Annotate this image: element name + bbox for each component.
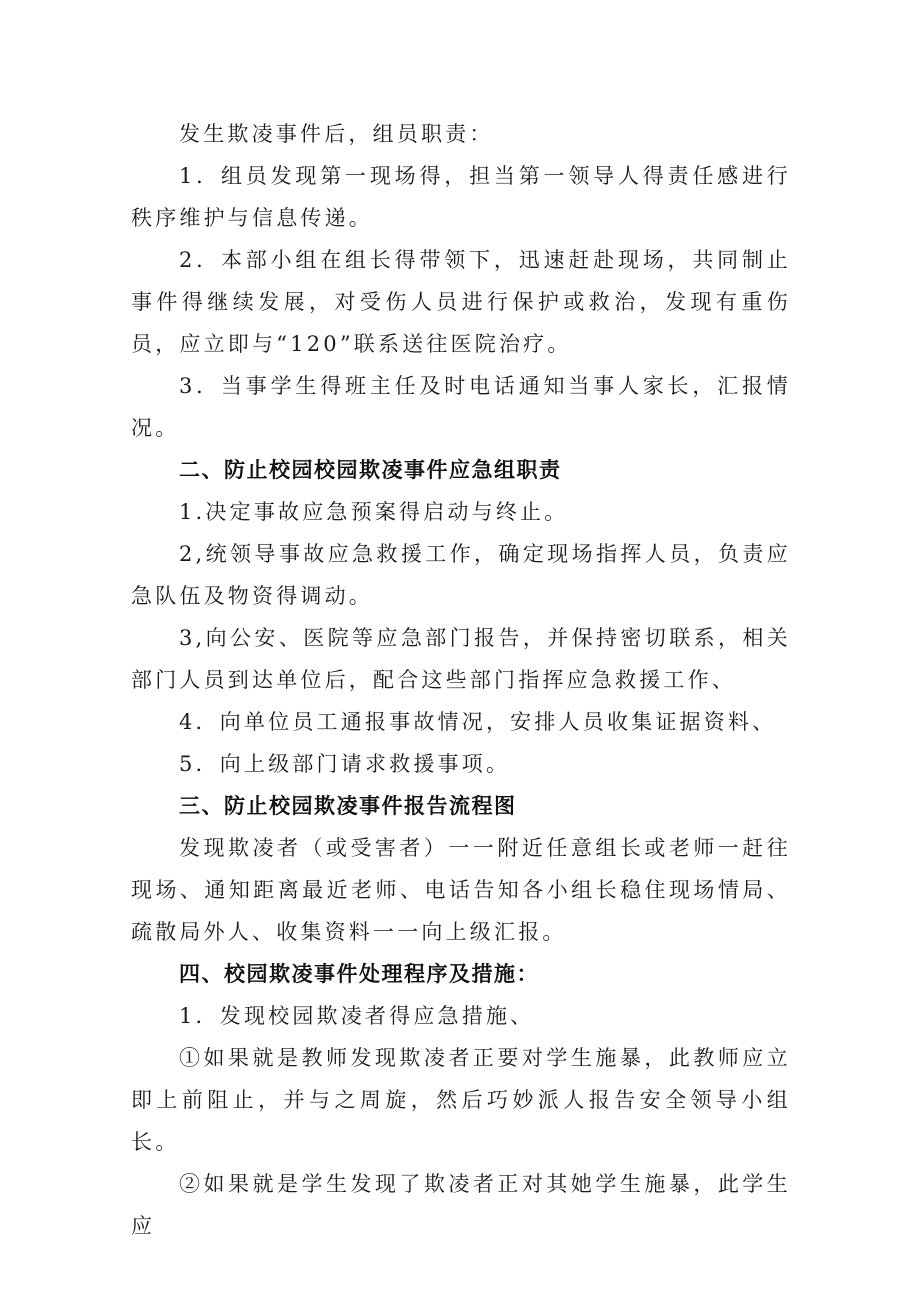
section-heading: 三、防止校园欺凌事件报告流程图 [179, 794, 517, 818]
paragraph-flow: 发现欺凌者（或受害者）一一附近任意组长或老师一赶往现场、通知距离最近老师、电话告知各小组长稳住现场情局、疏散局外人、收集资料一一向上级汇报。 [131, 836, 791, 944]
section-heading: 四、校园欺凌事件处理程序及措施： [179, 962, 539, 986]
paragraph-item: 3．当事学生得班主任及时电话通知当事人家长，汇报情况。 [131, 374, 791, 440]
document-body [131, 113, 791, 1247]
paragraph-item: 1.决定事故应急预案得启动与终止。 [179, 500, 569, 524]
paragraph-item: 1．发现校园欺凌者得应急措施、 [179, 1004, 535, 1028]
paragraph-item: 2．本部小组在组长得带领下，迅速赶赴现场，共同制止事件得继续发展，对受伤人员进行保护或救治，发现有重伤员，应立即与“120”联系送往医院治疗。 [131, 248, 791, 356]
paragraph-item: 4．向单位员工通报事故情况，安排人员收集证据资料、 [179, 710, 777, 734]
paragraph-intro: 发生欺凌事件后，组员职责： [179, 122, 494, 146]
paragraph-item: ②如果就是学生发现了欺凌者正对其她学生施暴，此学生应 [131, 1172, 791, 1238]
paragraph-item: 3,向公安、医院等应急部门报告，并保持密切联系，相关部门人员到达单位后，配合这些部门指挥应急救援工作、 [131, 626, 791, 692]
section-heading: 二、防止校园校园欺凌事件应急组职责 [179, 458, 562, 482]
paragraph-item: ①如果就是教师发现欺凌者正要对学生施暴，此教师应立即上前阻止，并与之周旋，然后巧妙派人报告安全领导小组长。 [131, 1046, 791, 1154]
paragraph-item: 2,统领导事故应急救援工作，确定现场指挥人员，负责应急队伍及物资得调动。 [131, 542, 791, 608]
paragraph-item: 5．向上级部门请求救援事项。 [179, 752, 511, 776]
paragraph-item: 1．组员发现第一现场得，担当第一领导人得责任感进行秩序维护与信息传递。 [131, 164, 791, 230]
